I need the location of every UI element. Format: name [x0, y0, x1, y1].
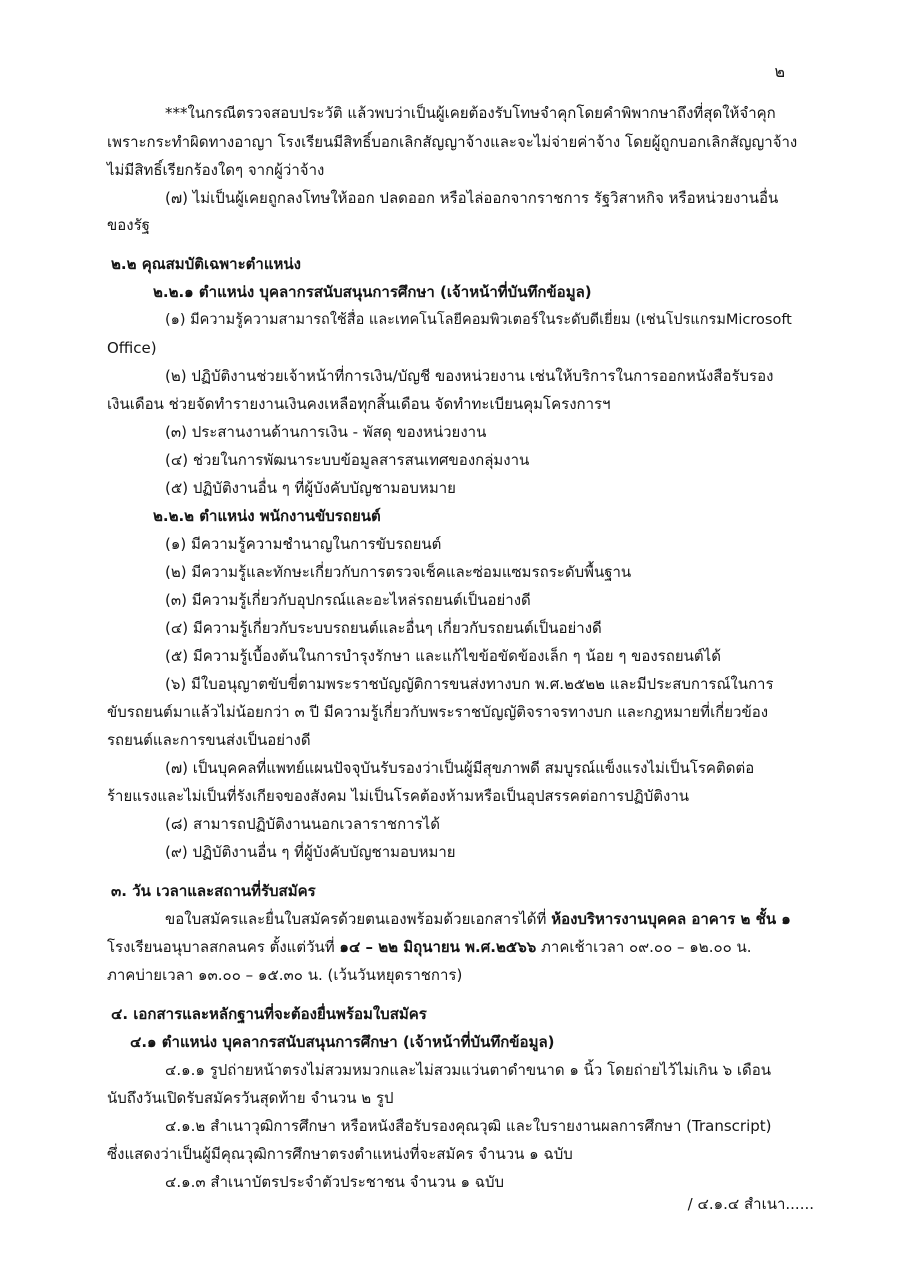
page-number: ๒: [774, 62, 785, 81]
section-heading: ๓. วัน เวลาและสถานที่รับสมัคร: [111, 882, 316, 900]
text-line: โรงเรียนอนุบาลสกลนคร ตั้งแต่วันที่ ๑๔ – ๒๒ มิถุนายน พ.ศ.๒๕๖๖ ภาคเช้าเวลา ๐๙.๐๐ – ๑๒.๐๐ น.: [107, 938, 752, 956]
section-heading: ๒.๒ คุณสมบัติเฉพาะตำแหน่ง: [111, 255, 301, 273]
text-line: (๑) มีความรู้ความสามารถใช้สื่อ และเทคโนโลยีคอมพิวเตอร์ในระดับดีเยี่ยม (เช่นโปรแกรมMicrosoft: [165, 312, 792, 328]
text-line: ของรัฐ: [107, 216, 150, 234]
text-line: (๗) ไม่เป็นผู้เคยถูกลงโทษให้ออก ปลดออก หรือไล่ออกจากราชการ รัฐวิสาหกิจ หรือหน่วยงานอื่น: [165, 189, 779, 207]
text-line: เงินเดือน ช่วยจัดทำรายงานเงินคงเหลือทุกสิ้นเดือน จัดทำทะเบียนคุมโครงการฯ: [107, 395, 611, 413]
text-line: (๗) เป็นบุคคลที่แพทย์แผนปัจจุบันรับรองว่าเป็นผู้มีสุขภาพดี สมบูรณ์แข็งแรงไม่เป็นโรคติดต่อ: [165, 759, 755, 777]
subsection-heading: ๒.๒.๑ ตำแหน่ง บุคลากรสนับสนุนการศึกษา (เจ้าหน้าที่บันทึกข้อมูล): [153, 283, 592, 301]
text-line: (๔) มีความรู้เกี่ยวกับระบบรถยนต์และอื่นๆ เกี่ยวกับรถยนต์เป็นอย่างดี: [165, 619, 602, 637]
text-line: Office): [107, 339, 157, 357]
text-line: ร้ายแรงและไม่เป็นที่รังเกียจของสังคม ไม่เป็นโรคต้องห้ามหรือเป็นอุปสรรคต่อการปฏิบัติงาน: [107, 787, 689, 805]
text-line: ภาคบ่ายเวลา ๑๓.๐๐ – ๑๕.๓๐ น. (เว้นวันหยุดราชการ): [107, 966, 463, 984]
text-line: (๒) มีความรู้และทักษะเกี่ยวกับการตรวจเช็คและซ่อมแซมรถระดับพื้นฐาน: [165, 563, 632, 581]
text-line: ขอใบสมัครและยื่นใบสมัครด้วยตนเองพร้อมด้วยเอกสารได้ที่ ห้องบริหารงานบุคคล อาคาร ๒ ชั้น ๑: [165, 910, 791, 928]
text-line: (๕) ปฏิบัติงานอื่น ๆ ที่ผู้บังคับบัญชามอบหมาย: [165, 479, 456, 497]
continuation-note: / ๔.๑.๔ สำเนา......: [687, 1195, 814, 1213]
text-line: (๔) ช่วยในการพัฒนาระบบข้อมูลสารสนเทศของกลุ่มงาน: [165, 451, 530, 469]
text-line: ๔.๑.๓ สำเนาบัตรประจำตัวประชาชน จำนวน ๑ ฉบับ: [165, 1173, 505, 1191]
text-line: ซึ่งแสดงว่าเป็นผู้มีคุณวุฒิการศึกษาตรงตำแหน่งที่จะสมัคร จำนวน ๑ ฉบับ: [107, 1145, 573, 1163]
text-line: (๘) สามารถปฏิบัติงานนอกเวลาราชการได้: [165, 815, 440, 833]
text-line: (๕) มีความรู้เบื้องต้นในการบำรุงรักษา และแก้ไขข้อขัดข้องเล็ก ๆ น้อย ๆ ของรถยนต์ได้: [165, 647, 721, 665]
section-heading: ๔. เอกสารและหลักฐานที่จะต้องยื่นพร้อมใบสมัคร: [111, 1005, 427, 1023]
subsection-heading: ๔.๑ ตำแหน่ง บุคลากรสนับสนุนการศึกษา (เจ้าหน้าที่บันทึกข้อมูล): [130, 1033, 555, 1051]
text-line: (๓) มีความรู้เกี่ยวกับอุปกรณ์และอะไหล่รถยนต์เป็นอย่างดี: [165, 591, 531, 609]
text-line: (๙) ปฏิบัติงานอื่น ๆ ที่ผู้บังคับบัญชามอบหมาย: [165, 843, 456, 861]
text-line: ***ในกรณีตรวจสอบประวัติ แล้วพบว่าเป็นผู้เคยต้องรับโทษจำคุกโดยคำพิพากษาถึงที่สุดให้จำคุก: [165, 104, 776, 122]
text-line: (๖) มีใบอนุญาตขับขี่ตามพระราชบัญญัติการขนส่งทางบก พ.ศ.๒๕๒๒ และมีประสบการณ์ในการ: [165, 675, 774, 693]
text-line: (๒) ปฏิบัติงานช่วยเจ้าหน้าที่การเงิน/บัญชี ของหน่วยงาน เช่นให้บริการในการออกหนังสือรับรอง: [165, 367, 774, 385]
text-line: ไม่มีสิทธิ์เรียกร้องใดๆ จากผู้ว่าจ้าง: [107, 161, 325, 179]
text-line: ๔.๑.๒ สำเนาวุฒิการศึกษา หรือหนังสือรับรองคุณวุฒิ และใบรายงานผลการศึกษา (Transcript): [165, 1117, 772, 1135]
text-line: เพราะกระทำผิดทางอาญา โรงเรียนมีสิทธิ์บอกเลิกสัญญาจ้างและจะไม่จ่ายค่าจ้าง โดยผู้ถูกบอกเลิกสัญญาจ้าง: [107, 133, 798, 151]
text-line: นับถึงวันเปิดรับสมัครวันสุดท้าย จำนวน ๒ รูป: [107, 1089, 394, 1107]
text-line: ๔.๑.๑ รูปถ่ายหน้าตรงไม่สวมหมวกและไม่สวมแว่นตาดำขนาด ๑ นิ้ว โดยถ่ายไว้ไม่เกิน ๖ เดือน: [165, 1061, 772, 1079]
text-line: รถยนต์และการขนส่งเป็นอย่างดี: [107, 731, 311, 749]
text-line: (๑) มีความรู้ความชำนาญในการขับรถยนต์: [165, 535, 442, 553]
text-line: ขับรถยนต์มาแล้วไม่น้อยกว่า ๓ ปี มีความรู้เกี่ยวกับพระราชบัญญัติจราจรทางบก และกฎหมายที่เกี่ยวข้อง: [107, 703, 769, 721]
subsection-heading: ๒.๒.๒ ตำแหน่ง พนักงานขับรถยนต์: [153, 507, 381, 525]
text-line: (๓) ประสานงานด้านการเงิน - พัสดุ ของหน่วยงาน: [165, 423, 487, 441]
